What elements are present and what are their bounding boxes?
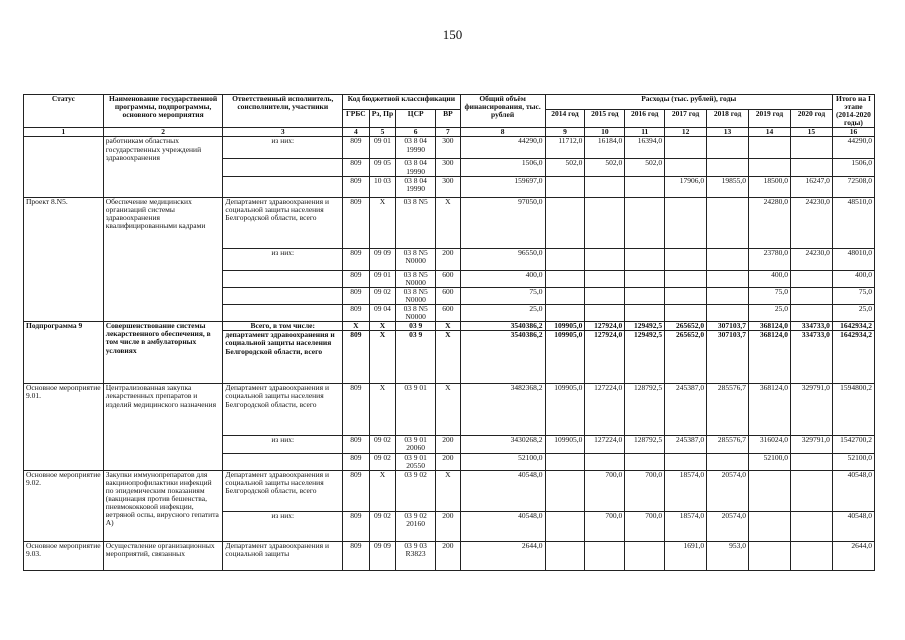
year-value-cell bbox=[707, 270, 749, 287]
year-value-cell: 329791,0 bbox=[790, 384, 832, 436]
header-total-volume: Общий объём финансирования, тыс. рублей bbox=[460, 95, 545, 128]
stage-total-cell: 48010,0 bbox=[832, 248, 874, 270]
grbs-cell: Х bbox=[343, 322, 370, 331]
csr-cell: 03 9 03 R3823 bbox=[396, 541, 436, 570]
total-volume-cell: 52100,0 bbox=[460, 453, 545, 470]
column-number: 3 bbox=[223, 128, 343, 137]
vr-cell: 600 bbox=[436, 287, 461, 304]
year-value-cell bbox=[585, 287, 625, 304]
stage-total-cell: 1506,0 bbox=[832, 159, 874, 176]
stage-total-cell: 52100,0 bbox=[832, 453, 874, 470]
rzpr-cell: 09 09 bbox=[369, 541, 396, 570]
status-cell bbox=[24, 137, 104, 197]
total-volume-cell: 3540386,2 bbox=[460, 322, 545, 331]
executor-cell bbox=[223, 159, 343, 176]
executor-cell: из них: bbox=[223, 248, 343, 270]
year-value-cell: 700,0 bbox=[625, 470, 665, 511]
table-row bbox=[24, 322, 875, 331]
vr-cell: Х bbox=[436, 384, 461, 436]
status-cell: Проект 8.N5. bbox=[24, 197, 104, 322]
year-value-cell: 502,0 bbox=[585, 159, 625, 176]
stage-total-cell: 1594800,2 bbox=[832, 384, 874, 436]
budget-table bbox=[23, 94, 875, 571]
year-value-cell: 127924,0 bbox=[585, 322, 625, 331]
column-number: 15 bbox=[790, 128, 832, 137]
year-value-cell: 334733,0 bbox=[790, 322, 832, 331]
stage-total-cell: 48510,0 bbox=[832, 197, 874, 248]
grbs-cell: 809 bbox=[343, 384, 370, 436]
year-value-cell bbox=[790, 287, 832, 304]
grbs-cell: 809 bbox=[343, 176, 370, 197]
rzpr-cell: 09 09 bbox=[369, 248, 396, 270]
year-value-cell bbox=[545, 541, 585, 570]
csr-cell: 03 8 04 19990 bbox=[396, 137, 436, 159]
rzpr-cell: 09 04 bbox=[369, 305, 396, 322]
year-value-cell bbox=[625, 270, 665, 287]
total-volume-cell: 3430268,2 bbox=[460, 436, 545, 453]
year-value-cell bbox=[545, 270, 585, 287]
csr-cell: 03 8 04 19990 bbox=[396, 176, 436, 197]
total-volume-cell: 400,0 bbox=[460, 270, 545, 287]
year-value-cell: 18574,0 bbox=[665, 470, 707, 511]
table-body bbox=[24, 137, 875, 570]
column-number-row bbox=[24, 128, 875, 137]
year-value-cell bbox=[665, 137, 707, 159]
stage-total-cell: 75,0 bbox=[832, 287, 874, 304]
header-csr: ЦСР bbox=[396, 109, 436, 128]
header-year: 2018 год bbox=[707, 109, 749, 128]
stage-total-cell: 1542700,2 bbox=[832, 436, 874, 453]
vr-cell: 200 bbox=[436, 453, 461, 470]
year-value-cell: 400,0 bbox=[749, 270, 791, 287]
rzpr-cell: 09 01 bbox=[369, 270, 396, 287]
rzpr-cell: 09 02 bbox=[369, 436, 396, 453]
year-value-cell bbox=[707, 197, 749, 248]
year-value-cell bbox=[585, 305, 625, 322]
status-cell: Основное мероприятие 9.03. bbox=[24, 541, 104, 570]
year-value-cell: 285576,7 bbox=[707, 384, 749, 436]
year-value-cell bbox=[790, 511, 832, 541]
year-value-cell bbox=[790, 470, 832, 511]
grbs-cell: 809 bbox=[343, 511, 370, 541]
year-value-cell: 700,0 bbox=[585, 511, 625, 541]
header-budget-code: Код бюджетной классификации bbox=[343, 95, 461, 110]
year-value-cell: 24230,0 bbox=[790, 197, 832, 248]
year-value-cell: 127224,0 bbox=[585, 384, 625, 436]
rzpr-cell: 09 05 bbox=[369, 159, 396, 176]
year-value-cell: 127224,0 bbox=[585, 436, 625, 453]
year-value-cell: 316024,0 bbox=[749, 436, 791, 453]
grbs-cell: 809 bbox=[343, 541, 370, 570]
year-value-cell: 127924,0 bbox=[585, 331, 625, 384]
header-executor: Ответственный исполнитель, соисполнители, участники bbox=[223, 95, 343, 128]
year-value-cell bbox=[790, 305, 832, 322]
executor-cell bbox=[223, 305, 343, 322]
year-value-cell: 245387,0 bbox=[665, 384, 707, 436]
vr-cell: Х bbox=[436, 470, 461, 511]
grbs-cell: 809 bbox=[343, 159, 370, 176]
csr-cell: 03 8 N5 N0000 bbox=[396, 305, 436, 322]
csr-cell: 03 8 N5 N0000 bbox=[396, 270, 436, 287]
year-value-cell: 109905,0 bbox=[545, 331, 585, 384]
table-row bbox=[24, 197, 875, 248]
rzpr-cell: 09 02 bbox=[369, 453, 396, 470]
year-value-cell: 129492,5 bbox=[625, 322, 665, 331]
year-value-cell: 329791,0 bbox=[790, 436, 832, 453]
year-value-cell: 19855,0 bbox=[707, 176, 749, 197]
year-value-cell bbox=[585, 453, 625, 470]
executor-cell bbox=[223, 453, 343, 470]
status-cell: Подпрограмма 9 bbox=[24, 322, 104, 384]
vr-cell: 300 bbox=[436, 137, 461, 159]
year-value-cell bbox=[625, 248, 665, 270]
page-number: 150 bbox=[442, 27, 463, 42]
stage-total-cell: 25,0 bbox=[832, 305, 874, 322]
stage-total-cell: 1642934,2 bbox=[832, 322, 874, 331]
csr-cell: 03 8 N5 N0000 bbox=[396, 248, 436, 270]
column-number: 14 bbox=[749, 128, 791, 137]
year-value-cell bbox=[707, 305, 749, 322]
year-value-cell bbox=[749, 159, 791, 176]
stage-total-cell: 72508,0 bbox=[832, 176, 874, 197]
vr-cell: Х bbox=[436, 322, 461, 331]
vr-cell: 200 bbox=[436, 511, 461, 541]
year-value-cell: 16247,0 bbox=[790, 176, 832, 197]
grbs-cell: 809 bbox=[343, 270, 370, 287]
year-value-cell bbox=[790, 159, 832, 176]
year-value-cell: 700,0 bbox=[585, 470, 625, 511]
year-value-cell bbox=[790, 541, 832, 570]
total-volume-cell: 2644,0 bbox=[460, 541, 545, 570]
column-number: 6 bbox=[396, 128, 436, 137]
executor-cell: из них: bbox=[223, 436, 343, 453]
year-value-cell bbox=[707, 248, 749, 270]
year-value-cell: 17906,0 bbox=[665, 176, 707, 197]
year-value-cell bbox=[625, 287, 665, 304]
year-value-cell: 75,0 bbox=[749, 287, 791, 304]
year-value-cell: 20574,0 bbox=[707, 511, 749, 541]
header-name: Наименование государственной программы, подпрограммы, основного мероприятия bbox=[103, 95, 223, 128]
year-value-cell bbox=[790, 270, 832, 287]
year-value-cell bbox=[625, 305, 665, 322]
year-value-cell: 109905,0 bbox=[545, 322, 585, 331]
header-year: 2017 год bbox=[665, 109, 707, 128]
vr-cell: Х bbox=[436, 331, 461, 384]
csr-cell: 03 8 04 19990 bbox=[396, 159, 436, 176]
csr-cell: 03 9 01 bbox=[396, 384, 436, 436]
executor-cell bbox=[223, 270, 343, 287]
executor-cell: Департамент здравоохранения и социальной защиты населения Белгородской области, всего bbox=[223, 384, 343, 436]
program-name-cell: Централизованная закупка лекарственных препаратов и изделий медицинского назначения bbox=[103, 384, 223, 470]
year-value-cell bbox=[665, 305, 707, 322]
year-value-cell bbox=[749, 511, 791, 541]
table-row bbox=[24, 470, 875, 511]
rzpr-cell: Х bbox=[369, 470, 396, 511]
year-value-cell: 128792,5 bbox=[625, 384, 665, 436]
header-year: 2019 год bbox=[749, 109, 791, 128]
year-value-cell: 18574,0 bbox=[665, 511, 707, 541]
table-row bbox=[24, 137, 875, 159]
total-volume-cell: 97050,0 bbox=[460, 197, 545, 248]
year-value-cell: 1691,0 bbox=[665, 541, 707, 570]
column-number: 7 bbox=[436, 128, 461, 137]
header-year: 2016 год bbox=[625, 109, 665, 128]
year-value-cell: 502,0 bbox=[625, 159, 665, 176]
csr-cell: 03 9 bbox=[396, 331, 436, 384]
total-volume-cell: 75,0 bbox=[460, 287, 545, 304]
program-name-cell: работникам областных государственных учреждений здравоохранения bbox=[103, 137, 223, 197]
vr-cell: 300 bbox=[436, 159, 461, 176]
rzpr-cell: 09 01 bbox=[369, 137, 396, 159]
csr-cell: 03 8 N5 N0000 bbox=[396, 287, 436, 304]
executor-cell: департамент здравоохранения и социальной защиты населения Белгородской области, всего bbox=[223, 331, 343, 384]
program-name-cell: Обеспечение медицинских организаций системы здравоохранения квалифицированными кадрами bbox=[103, 197, 223, 322]
vr-cell: 600 bbox=[436, 305, 461, 322]
year-value-cell: 953,0 bbox=[707, 541, 749, 570]
year-value-cell: 368124,0 bbox=[749, 384, 791, 436]
total-volume-cell: 3482368,2 bbox=[460, 384, 545, 436]
year-value-cell bbox=[625, 453, 665, 470]
total-volume-cell: 25,0 bbox=[460, 305, 545, 322]
column-number: 9 bbox=[545, 128, 585, 137]
year-value-cell: 20574,0 bbox=[707, 470, 749, 511]
executor-cell: Департамент здравоохранения и социальной защиты населения Белгородской области, всего bbox=[223, 470, 343, 511]
year-value-cell bbox=[625, 541, 665, 570]
year-value-cell bbox=[665, 270, 707, 287]
executor-cell bbox=[223, 287, 343, 304]
grbs-cell: 809 bbox=[343, 331, 370, 384]
rzpr-cell: Х bbox=[369, 197, 396, 248]
program-name-cell: Совершенствование системы лекарственного обеспечения, в том числе в амбулаторных условиях bbox=[103, 322, 223, 384]
csr-cell: 03 9 01 20550 bbox=[396, 453, 436, 470]
program-name-cell: Осуществление организационных мероприятий, связанных bbox=[103, 541, 223, 570]
year-value-cell: 109905,0 bbox=[545, 436, 585, 453]
year-value-cell bbox=[545, 511, 585, 541]
header-year: 2014 год bbox=[545, 109, 585, 128]
year-value-cell bbox=[665, 287, 707, 304]
vr-cell: 200 bbox=[436, 541, 461, 570]
rzpr-cell: Х bbox=[369, 384, 396, 436]
csr-cell: 03 9 01 20060 bbox=[396, 436, 436, 453]
total-volume-cell: 40548,0 bbox=[460, 470, 545, 511]
year-value-cell: 368124,0 bbox=[749, 322, 791, 331]
year-value-cell: 307103,7 bbox=[707, 322, 749, 331]
vr-cell: 200 bbox=[436, 248, 461, 270]
year-value-cell: 502,0 bbox=[545, 159, 585, 176]
csr-cell: 03 8 N5 bbox=[396, 197, 436, 248]
year-value-cell: 265652,0 bbox=[665, 331, 707, 384]
year-value-cell bbox=[665, 197, 707, 248]
header-year: 2015 год bbox=[585, 109, 625, 128]
year-value-cell bbox=[790, 137, 832, 159]
year-value-cell bbox=[790, 453, 832, 470]
year-value-cell: 128792,5 bbox=[625, 436, 665, 453]
header-year: 2020 год bbox=[790, 109, 832, 128]
stage-total-cell: 44290,0 bbox=[832, 137, 874, 159]
total-volume-cell: 44290,0 bbox=[460, 137, 545, 159]
program-name-cell: Закупки иммунопрепаратов для вакцинопрофилактики инфекций по эпидемическим показаниям (вакцинация против бешенства, пневмококковой инфекции, ветряной оспы, вирусного гепатита А) bbox=[103, 470, 223, 541]
year-value-cell: 25,0 bbox=[749, 305, 791, 322]
year-value-cell: 700,0 bbox=[625, 511, 665, 541]
csr-cell: 03 9 02 20160 bbox=[396, 511, 436, 541]
total-volume-cell: 1506,0 bbox=[460, 159, 545, 176]
year-value-cell bbox=[707, 453, 749, 470]
column-number: 1 bbox=[24, 128, 104, 137]
vr-cell: 200 bbox=[436, 436, 461, 453]
year-value-cell bbox=[707, 159, 749, 176]
rzpr-cell: 09 02 bbox=[369, 287, 396, 304]
header-expenses: Расходы (тыс. рублей), годы bbox=[545, 95, 832, 110]
year-value-cell: 334733,0 bbox=[790, 331, 832, 384]
year-value-cell bbox=[749, 137, 791, 159]
stage-total-cell: 1642934,2 bbox=[832, 331, 874, 384]
header-grbs: ГРБС bbox=[343, 109, 370, 128]
rzpr-cell: 10 03 bbox=[369, 176, 396, 197]
executor-cell: Всего, в том числе: bbox=[223, 322, 343, 331]
year-value-cell bbox=[545, 176, 585, 197]
stage-total-cell: 40548,0 bbox=[832, 511, 874, 541]
year-value-cell bbox=[585, 197, 625, 248]
column-number: 10 bbox=[585, 128, 625, 137]
table-row bbox=[24, 384, 875, 436]
csr-cell: 03 9 bbox=[396, 322, 436, 331]
year-value-cell bbox=[545, 305, 585, 322]
year-value-cell bbox=[545, 197, 585, 248]
status-cell: Основное мероприятие 9.02. bbox=[24, 470, 104, 541]
csr-cell: 03 9 02 bbox=[396, 470, 436, 511]
status-cell: Основное мероприятие 9.01. bbox=[24, 384, 104, 470]
total-volume-cell: 96550,0 bbox=[460, 248, 545, 270]
year-value-cell: 265652,0 bbox=[665, 322, 707, 331]
grbs-cell: 809 bbox=[343, 305, 370, 322]
year-value-cell: 11712,0 bbox=[545, 137, 585, 159]
column-number: 16 bbox=[832, 128, 874, 137]
year-value-cell bbox=[707, 287, 749, 304]
grbs-cell: 809 bbox=[343, 137, 370, 159]
stage-total-cell: 2644,0 bbox=[832, 541, 874, 570]
year-value-cell bbox=[665, 159, 707, 176]
header-vr: ВР bbox=[436, 109, 461, 128]
vr-cell: 600 bbox=[436, 270, 461, 287]
year-value-cell bbox=[585, 248, 625, 270]
year-value-cell bbox=[749, 541, 791, 570]
total-volume-cell: 40548,0 bbox=[460, 511, 545, 541]
year-value-cell bbox=[545, 248, 585, 270]
grbs-cell: 809 bbox=[343, 248, 370, 270]
rzpr-cell: 09 02 bbox=[369, 511, 396, 541]
year-value-cell bbox=[665, 248, 707, 270]
year-value-cell: 307103,7 bbox=[707, 331, 749, 384]
grbs-cell: 809 bbox=[343, 470, 370, 511]
year-value-cell: 129492,5 bbox=[625, 331, 665, 384]
year-value-cell: 285576,7 bbox=[707, 436, 749, 453]
total-volume-cell: 3540386,2 bbox=[460, 331, 545, 384]
total-volume-cell: 159697,0 bbox=[460, 176, 545, 197]
table-row bbox=[24, 541, 875, 570]
year-value-cell bbox=[545, 453, 585, 470]
vr-cell: Х bbox=[436, 197, 461, 248]
stage-total-cell: 40548,0 bbox=[832, 470, 874, 511]
column-number: 11 bbox=[625, 128, 665, 137]
year-value-cell: 16394,0 bbox=[625, 137, 665, 159]
grbs-cell: 809 bbox=[343, 453, 370, 470]
header-status: Статус bbox=[24, 95, 104, 128]
executor-cell: из них: bbox=[223, 137, 343, 159]
year-value-cell: 245387,0 bbox=[665, 436, 707, 453]
year-value-cell: 24230,0 bbox=[790, 248, 832, 270]
year-value-cell: 23780,0 bbox=[749, 248, 791, 270]
executor-cell: Департамент здравоохранения и социальной защиты населения Белгородской области, всего bbox=[223, 197, 343, 248]
year-value-cell: 16184,0 bbox=[585, 137, 625, 159]
year-value-cell bbox=[665, 453, 707, 470]
vr-cell: 300 bbox=[436, 176, 461, 197]
year-value-cell bbox=[585, 541, 625, 570]
column-number: 13 bbox=[707, 128, 749, 137]
year-value-cell: 18500,0 bbox=[749, 176, 791, 197]
rzpr-cell: Х bbox=[369, 331, 396, 384]
executor-cell bbox=[223, 176, 343, 197]
column-number: 4 bbox=[343, 128, 370, 137]
stage-total-cell: 400,0 bbox=[832, 270, 874, 287]
column-number: 2 bbox=[103, 128, 223, 137]
year-value-cell bbox=[749, 470, 791, 511]
year-value-cell bbox=[545, 470, 585, 511]
header-stage-total: Итого на I этапе (2014-2020 годы) bbox=[832, 95, 874, 128]
column-number: 5 bbox=[369, 128, 396, 137]
year-value-cell: 109905,0 bbox=[545, 384, 585, 436]
executor-cell: Департамент здравоохранения и социальной защиты bbox=[223, 541, 343, 570]
year-value-cell: 368124,0 bbox=[749, 331, 791, 384]
year-value-cell bbox=[545, 287, 585, 304]
column-number: 8 bbox=[460, 128, 545, 137]
table-header bbox=[24, 95, 875, 137]
year-value-cell bbox=[585, 176, 625, 197]
year-value-cell bbox=[707, 137, 749, 159]
year-value-cell bbox=[625, 197, 665, 248]
year-value-cell: 52100,0 bbox=[749, 453, 791, 470]
year-value-cell: 24280,0 bbox=[749, 197, 791, 248]
grbs-cell: 809 bbox=[343, 436, 370, 453]
header-rzpr: Рз, Пр bbox=[369, 109, 396, 128]
year-value-cell bbox=[585, 270, 625, 287]
executor-cell: из них: bbox=[223, 511, 343, 541]
grbs-cell: 809 bbox=[343, 197, 370, 248]
year-value-cell bbox=[625, 176, 665, 197]
column-number: 12 bbox=[665, 128, 707, 137]
grbs-cell: 809 bbox=[343, 287, 370, 304]
rzpr-cell: Х bbox=[369, 322, 396, 331]
